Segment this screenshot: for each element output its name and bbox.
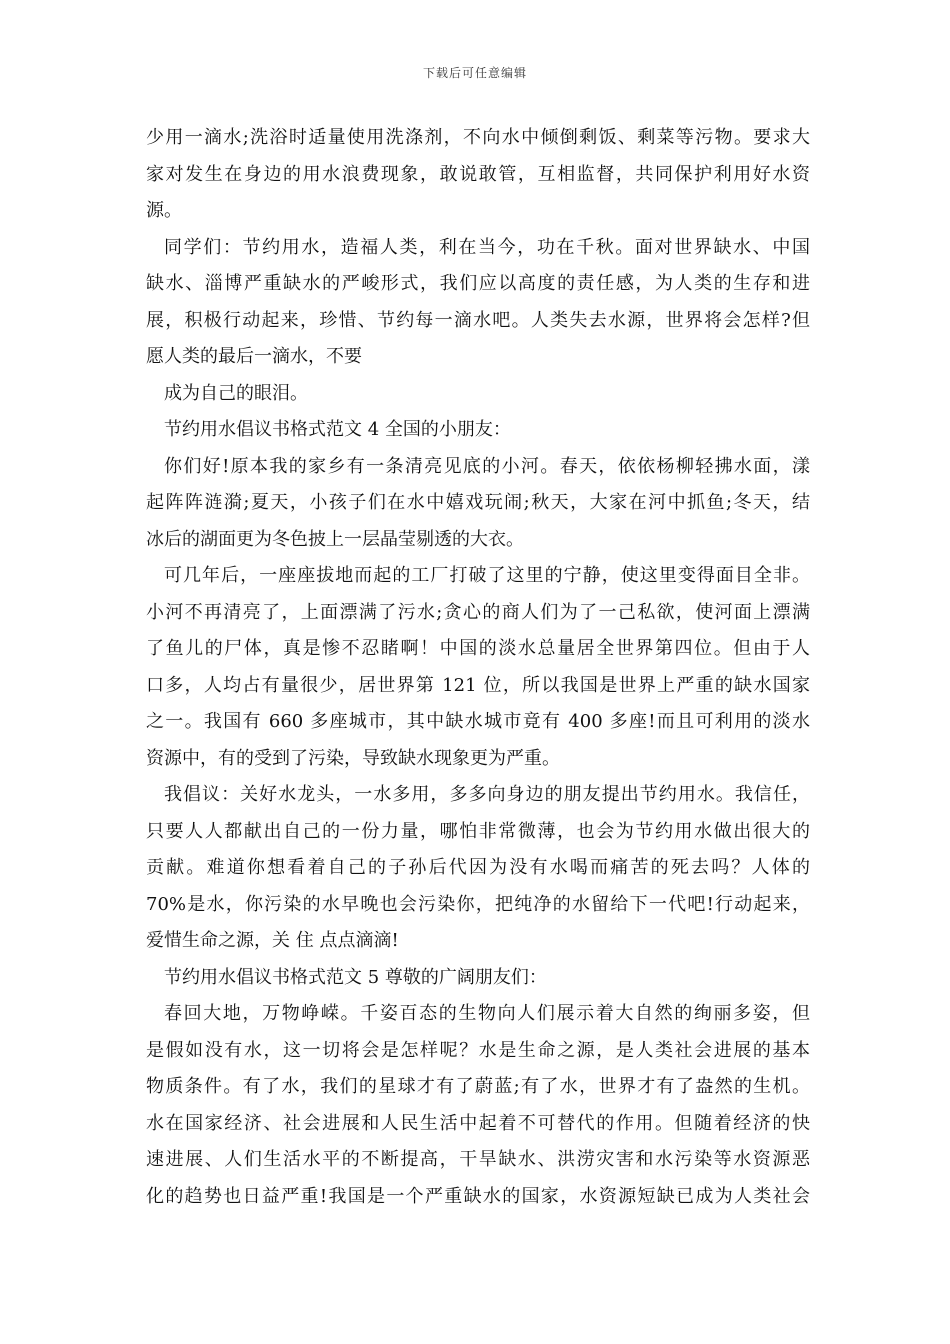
document-body	[146, 120, 810, 1215]
text-line: 同学们：节约用水，造福人类，利在当今，功在千秋。面对世界缺水、中国	[164, 236, 810, 258]
text-line: 成为自己的眼泪。	[164, 382, 308, 404]
text-line: 是假如没有水，这一切将会是怎样呢？水是生命之源，是人类社会进展的基本	[146, 1039, 810, 1061]
text-line: 你们好!原本我的家乡有一条清亮见底的小河。春天，依依杨柳轻拂水面，漾	[164, 455, 810, 477]
text-line: 节约用水倡议书格式范文 4 全国的小朋友：	[164, 419, 511, 440]
text-line: 水在国家经济、社会进展和人民生活中起着不可替代的作用。但随着经济的快	[146, 1112, 810, 1134]
text-line: 起阵阵涟漪;夏天，小孩子们在水中嬉戏玩闹;秋天，大家在河中抓鱼;冬天，结	[146, 492, 810, 513]
text-line: 家对发生在身边的用水浪费现象，敢说敢管，互相监督，共同保护利用好水资	[146, 163, 810, 185]
text-line: 可几年后，一座座拔地而起的工厂打破了这里的宁静，使这里变得面目全非。	[164, 565, 810, 586]
text-line: 资源中，有的受到了污染，导致缺水现象更为严重。	[146, 747, 560, 769]
text-line: 了鱼儿的尸体，真是惨不忍睹啊！中国的淡水总量居全世界第四位。但由于人	[146, 638, 810, 659]
text-line: 化的趋势也日益严重!我国是一个严重缺水的国家，水资源短缺已成为人类社会	[146, 1185, 810, 1207]
text-line: 冰后的湖面更为冬色披上一层晶莹剔透的大衣。	[146, 528, 524, 550]
text-line: 春回大地，万物峥嵘。千姿百态的生物向人们展示着大自然的绚丽多姿，但	[164, 1003, 810, 1024]
text-line: 我倡议：关好水龙头，一水多用，多多向身边的朋友提出节约用水。我信任，	[164, 784, 810, 805]
text-line: 70%是水，你污染的水早晚也会污染你，把纯净的水留给下一代吧!行动起来，	[146, 893, 810, 915]
text-line: 缺水、淄博严重缺水的严峻形式，我们应以高度的责任感，为人类的生存和进	[146, 273, 810, 294]
text-line: 只要人人都献出自己的一份力量，哪怕非常微薄，也会为节约用水做出很大的	[146, 820, 810, 842]
text-line: 小河不再清亮了，上面漂满了污水;贪心的商人们为了一己私欲，使河面上漂满	[146, 601, 810, 623]
text-line: 口多，人均占有量很少，居世界第 121 位，所以我国是世界上严重的缺水国家	[146, 674, 810, 696]
text-line: 爱惜生命之源，关 住 点点滴滴!	[146, 930, 399, 951]
text-line: 少用一滴水;洗浴时适量使用洗涤剂，不向水中倾倒剩饭、剩菜等污物。要求大	[146, 127, 810, 148]
text-line: 贡献。难道你想看着自己的子孙后代因为没有水喝而痛苦的死去吗？人体的	[146, 857, 810, 878]
text-line: 展，积极行动起来，珍惜、节约每一滴水吧。人类失去水源，世界将会怎样?但	[146, 309, 810, 331]
text-line: 物质条件。有了水，我们的星球才有了蔚蓝;有了水，世界才有了盎然的生机。	[146, 1076, 810, 1097]
text-line: 节约用水倡议书格式范文 5 尊敬的广阔朋友们：	[164, 966, 547, 988]
text-line: 愿人类的最后一滴水，不要	[146, 346, 362, 367]
text-line: 速进展、人们生活水平的不断提高，干旱缺水、洪涝灾害和水污染等水资源恶	[146, 1149, 810, 1170]
text-line: 源。	[146, 200, 182, 221]
page-header: 下载后可任意编辑	[422, 66, 527, 80]
text-line: 之一。我国有 660 多座城市，其中缺水城市竟有 400 多座!而且可利用的淡水	[146, 711, 810, 732]
